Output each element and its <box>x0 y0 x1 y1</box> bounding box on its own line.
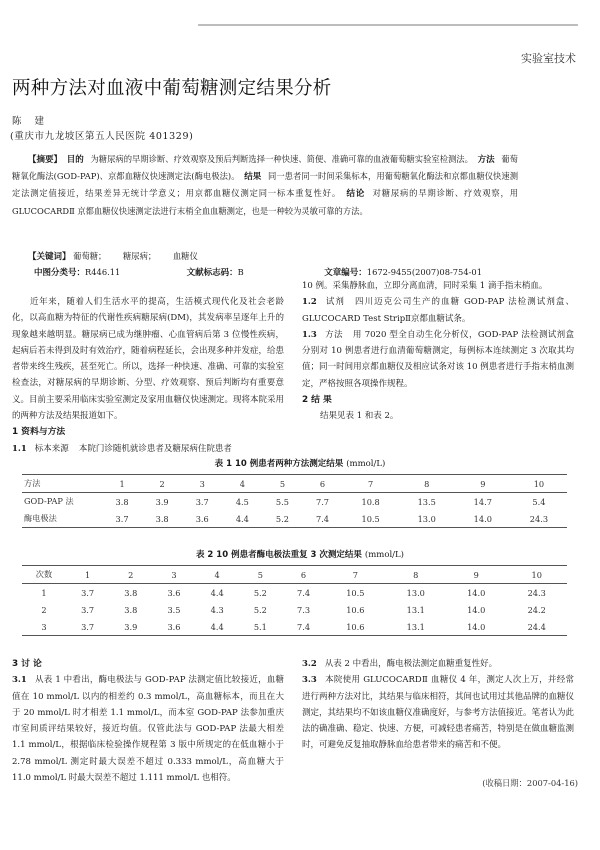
classification-line <box>34 266 594 278</box>
table-header-cell: 9 <box>473 569 479 580</box>
table-cell: 4.4 <box>210 621 224 632</box>
table-cell: 3.8 <box>124 587 138 598</box>
abstract <box>12 151 518 219</box>
table-cell: 5.1 <box>253 621 267 632</box>
clc-value: R446.11 <box>85 267 121 277</box>
table-1-title: 表 1 10 例患者两种方法测定结果 <box>214 459 344 469</box>
abstract-methods-label: 方法 <box>477 155 495 165</box>
table-cell: 13.5 <box>417 496 436 507</box>
table-cell: 3.8 <box>124 604 138 615</box>
table-cell: 3.8 <box>115 496 129 507</box>
table-cell: 3 <box>41 621 47 632</box>
section-1-1-label: 标本来源 <box>34 443 69 454</box>
abstract-label: 【摘要】 <box>28 155 63 165</box>
table-cell: 3.6 <box>167 621 181 632</box>
section-3-1-number: 3.1 <box>12 675 27 686</box>
section-3-1 <box>12 672 284 786</box>
article-number-value: 1672-9455(2007)08-754-01 <box>366 267 482 277</box>
table-header-cell: 6 <box>319 478 326 489</box>
table-header-cell: 2 <box>159 478 165 489</box>
table-row <box>22 618 567 636</box>
table-header-row <box>22 566 567 584</box>
author-name: 陈 建 <box>12 116 50 127</box>
author-affiliation: (重庆市九龙坡区第五人民医院 401329) <box>10 131 194 142</box>
section-2-heading: 2 结 果 <box>302 395 332 406</box>
table-header-cell: 1 <box>119 478 125 489</box>
table-row <box>22 584 567 602</box>
table-1-caption <box>0 457 600 469</box>
table-cell: 13.1 <box>406 621 425 632</box>
intro-paragraph: 近年来，随着人们生活水平的提高，生活模式现代化及社会老龄化，以高血糖为特征的代谢性疾病糖尿病(DM)，其发病率呈逐年上升的现象越来越明显。糖尿病已成为继肿瘤、心血管病后第 3 位慢性疾病，起病后若未得到及时有效治疗，随着病程延长，会出现多种并发症，给患者带来终生残疾，甚至死亡。所以，选择一种快速、准确、可靠的实验室检查法，对糖尿病的早期诊断、分型、疗效观察、预后判断均有重要意义。目前主要采用临床实验室测定及家用血糖仪快速测定。现将本院采用的两种方法及结果报道如下。 <box>12 297 285 422</box>
table-cell: 5.5 <box>275 496 289 507</box>
table-cell: 7.7 <box>316 496 330 507</box>
table-cell: 14.0 <box>467 621 486 632</box>
table-cell: 24.4 <box>527 621 546 632</box>
table-header-cell: 1 <box>84 569 91 580</box>
article-number-label: 文章编号： <box>324 268 367 278</box>
table-cell: 3.7 <box>81 604 95 615</box>
table-cell: 4.5 <box>235 496 249 507</box>
keyword: 葡萄糖； <box>73 251 107 261</box>
table-cell: 7.4 <box>297 587 311 598</box>
header-rule <box>198 24 578 26</box>
abstract-objective-label: 目的 <box>66 155 84 165</box>
table-cell: 3.7 <box>115 513 129 524</box>
section-1-1-number: 1.1 <box>12 443 27 454</box>
table-cell: 酶电极法 <box>24 513 57 523</box>
table-cell: 5.2 <box>253 587 267 598</box>
section-3-2-text: 从表 2 中看出，酶电极法测定血糖重复性好。 <box>324 659 498 669</box>
keyword: 血糖仪 <box>172 251 198 261</box>
table-header-cell: 7 <box>368 478 374 489</box>
table-cell: 14.0 <box>467 604 486 615</box>
section-1-3 <box>302 327 574 392</box>
table-header-cell: 3 <box>199 478 205 489</box>
abstract-conclusion: 对糖尿病的早期诊断、疗效观察，用 GLUCOCARDⅡ 京都血糖仪快速测定法进行末梢全血血糖测定，也是一种较为灵敏可靠的方法。 <box>12 188 518 216</box>
section-3-2-number: 3.2 <box>302 659 317 669</box>
abstract-conclusion-label: 结论 <box>346 189 366 200</box>
discussion-left-column <box>12 656 284 786</box>
keywords-label: 【关键词】 <box>28 252 71 262</box>
keyword: 糖尿病； <box>123 251 157 261</box>
doc-code-value: B <box>237 267 244 277</box>
keywords <box>28 250 212 262</box>
table-cell: 10.5 <box>346 587 365 598</box>
table-header-cell: 9 <box>480 478 486 489</box>
article-title: 两种方法对血液中葡萄糖测定结果分析 <box>12 78 332 99</box>
table-cell: 3.8 <box>155 513 169 524</box>
table-header-cell: 8 <box>413 569 419 580</box>
table-2-caption <box>0 548 600 560</box>
table-header-cell: 10 <box>531 569 542 580</box>
table-header-cell: 次数 <box>35 569 53 579</box>
table-cell: 7.4 <box>316 513 330 524</box>
table-cell: 10.6 <box>346 604 365 615</box>
article-number <box>324 266 482 278</box>
section-1-2-number: 1.2 <box>302 297 317 308</box>
table-cell: 7.3 <box>297 604 311 615</box>
table-row <box>22 601 567 618</box>
section-1-3-label: 方法 <box>324 329 343 340</box>
table-cell: 4.3 <box>210 604 224 615</box>
section-3-3-text: 本院使用 GLUCOCARDⅡ 血糖仪 4 年，测定人次上万，并经常进行两种方法对比，其结果与临床相符，其间也试用过其他品牌的血糖仪测定，其结果均不如该血糖仪准确度好，与参考方法值接近。笔者认为此法的确准确、稳定、快速、方便，可减轻患者痛苦，特别是在做血糖监测时，可避免反复抽取静脉血给患者带来的痛苦和不便。 <box>302 675 575 751</box>
table-cell: 13.0 <box>417 513 436 524</box>
section-1-heading: 1 资料与方法 <box>12 427 66 438</box>
table-header-cell: 6 <box>300 569 307 580</box>
section-2-text: 结果见表 1 和表 2。 <box>320 411 399 422</box>
table-cell: 2 <box>41 604 47 615</box>
table-row <box>22 493 567 511</box>
table-cell: 10.5 <box>361 513 380 524</box>
doc-code-label: 文献标志码： <box>186 268 238 278</box>
table-cell: GOD-PAP 法 <box>24 496 74 506</box>
table-header-cell: 10 <box>533 478 545 489</box>
section-3-2 <box>302 656 574 672</box>
section-1-2-label: 试剂 <box>324 297 345 308</box>
section-1-2-text: 四川迈克公司生产的血糖 GOD-PAP 法检测试剂盒、GLUCOCARD Test StripⅡ京都血糖试条。 <box>302 297 574 324</box>
section-1-3-number: 1.3 <box>302 329 317 340</box>
table-cell: 3.9 <box>124 621 138 632</box>
section-3-heading: 3 讨 论 <box>12 659 42 669</box>
table-2 <box>22 565 567 636</box>
table-header-cell: 方法 <box>24 478 41 488</box>
table-cell: 3.9 <box>155 496 169 507</box>
body-right-column <box>302 278 574 425</box>
table-cell: 13.0 <box>406 587 425 598</box>
table-cell: 14.0 <box>467 587 486 598</box>
table-cell: 5.2 <box>275 513 289 524</box>
received-date: (收稿日期：2007-04-16) <box>482 778 578 788</box>
table-header-cell: 4 <box>239 478 245 489</box>
section-1-3-text: 用 7020 型全自动生化分析仪，GOD-PAP 法检测试剂盒分别对 10 例患者进行血清葡萄糖测定，每例标本连续测定 3 次取其均值；同一时间用京都血糖仪及相应试条对该 10 例患者进行手指末梢血测定，严格按照各项操作规程。 <box>302 329 574 389</box>
section-3-3-number: 3.3 <box>302 675 317 686</box>
table-cell: 3.7 <box>81 621 95 632</box>
abstract-results-label: 结果 <box>244 172 262 183</box>
table-cell: 3.5 <box>167 604 181 615</box>
table-cell: 24.3 <box>527 587 546 598</box>
table-header-cell: 5 <box>257 569 263 580</box>
clc-number <box>34 266 184 278</box>
table-cell: 10.8 <box>361 496 380 507</box>
section-3-1-text: 从表 1 中看出，酶电极法与 GOD-PAP 法测定值比较接近，血糖值在 10 mmol/L 以内的相差约 0.3 mmol/L，高血糖标本，而且在大于 20 mmol/L 时才相差 1.1 mmol/L，而本室 GOD-PAP 法参加重庆市室间质评结果较好，接近均值。仅管此法与 GOD-PAP 法最大相差 1.1 mmol/L，根据临床检验操作规程第 3 版中所规定的在低血糖小于 2.78 mmol/L 测定时最大误差不超过 0.333 mmol/L，高血糖大于 11.0 mmol/L 时最大误差不超过 1.111 mmol/L 也相符。 <box>12 675 284 784</box>
table-header-row <box>22 475 567 493</box>
table-cell: 10.6 <box>346 621 365 632</box>
table-cell: 1 <box>41 587 47 598</box>
table-cell: 3.7 <box>195 496 209 507</box>
table-cell: 14.7 <box>473 496 492 507</box>
table-2-title: 表 2 10 例患者酶电极法重复 3 次测定结果 <box>195 550 362 560</box>
table-cell: 5.4 <box>532 496 546 507</box>
document-code <box>187 266 322 278</box>
table-2-unit: (mmol/L) <box>364 550 405 560</box>
table-header-cell: 2 <box>128 569 134 580</box>
clc-label: 中图分类号： <box>34 268 86 278</box>
table-cell: 7.4 <box>297 621 311 632</box>
table-1 <box>22 474 567 528</box>
table-header-cell: 7 <box>352 569 358 580</box>
table-header-cell: 4 <box>214 569 220 580</box>
table-row <box>22 510 567 528</box>
table-cell: 13.1 <box>406 604 425 615</box>
table-header-cell: 8 <box>424 478 430 489</box>
abstract-methods: 葡萄糖氧化酶法(GOD-PAP)、京都血糖仪快速测定法(酶电极法)。 <box>12 154 518 182</box>
table-cell: 24.3 <box>529 513 549 524</box>
section-1-1-text: 本院门诊随机就诊患者及糖尿病住院患者 <box>78 443 232 454</box>
abstract-objective: 为糖尿病的早期诊断、疗效观察及预后判断选择一种快速、简便、准确可靠的血液葡萄糖实验室检测法。 <box>90 154 473 164</box>
section-1-1-continued: 10 例。采集静脉血，立即分离血清，同时采集 1 滴手指末梢血。 <box>302 281 548 291</box>
discussion-right-column <box>302 656 574 754</box>
table-cell: 5.2 <box>253 604 267 615</box>
table-cell: 14.0 <box>473 513 492 524</box>
table-cell: 4.4 <box>210 587 224 598</box>
section-3-3 <box>302 672 574 753</box>
table-cell: 24.2 <box>527 604 546 615</box>
table-header-cell: 5 <box>279 478 286 489</box>
table-1-unit: (mmol/L) <box>346 459 386 469</box>
body-left-column <box>12 294 284 457</box>
table-cell: 3.6 <box>195 513 209 524</box>
table-cell: 3.7 <box>81 587 95 598</box>
journal-section-label: 实验室技术 <box>521 52 576 65</box>
abstract-results: 同一患者同一时间采集标本，用葡萄糖氧化酶法和京都血糖仪快速测定法测定值接近，结果差异无统计学意义；用京都血糖仪测定同一标本重复性好。 <box>12 171 518 199</box>
table-cell: 3.6 <box>167 587 181 598</box>
table-cell: 4.4 <box>235 513 249 524</box>
section-1-1 <box>12 441 284 457</box>
table-header-cell: 3 <box>171 569 177 580</box>
section-1-2 <box>302 294 574 327</box>
